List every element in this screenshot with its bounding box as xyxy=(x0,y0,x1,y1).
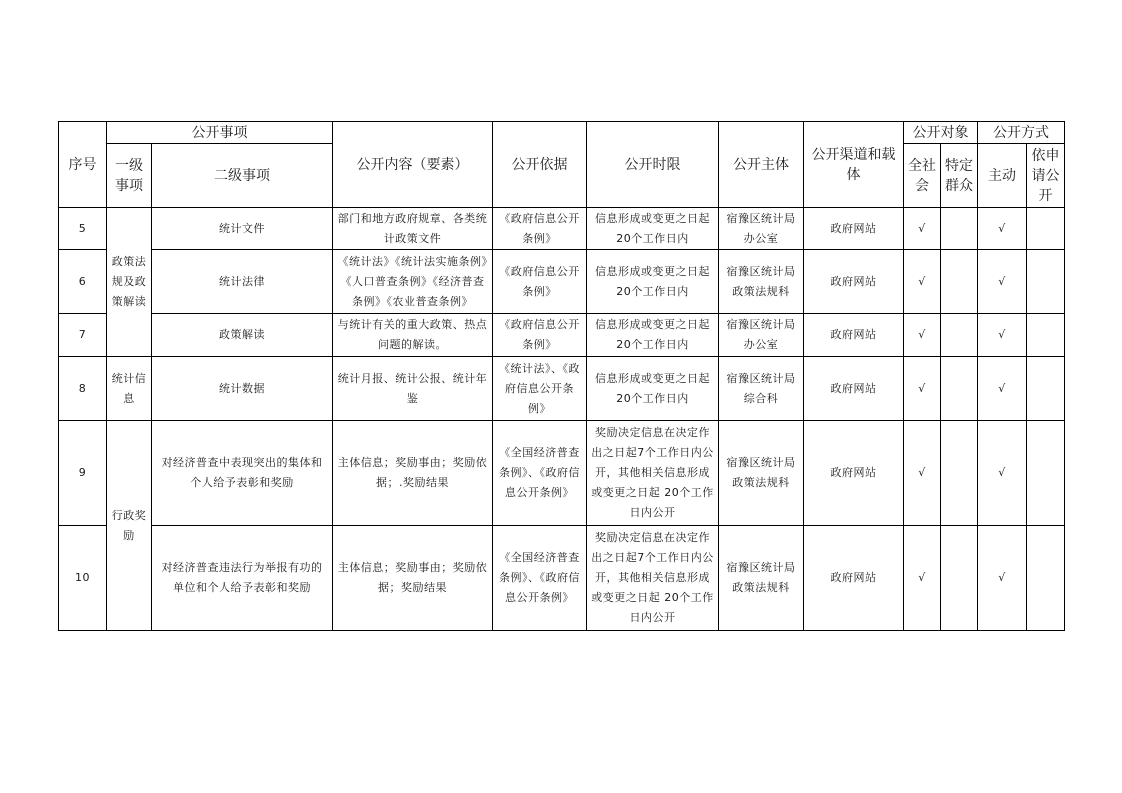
cell-channel: 政府网站 xyxy=(804,250,904,314)
cell-target-specific xyxy=(941,314,978,357)
header-seq: 序号 xyxy=(59,122,107,208)
cell-method-active: √ xyxy=(978,250,1027,314)
table-row xyxy=(59,421,1065,526)
table-row xyxy=(59,526,1065,631)
group-stats-info: 统计信息 xyxy=(107,357,152,421)
cell-method-active: √ xyxy=(978,526,1027,631)
cell-method-request xyxy=(1027,250,1065,314)
cell-method-active: √ xyxy=(978,421,1027,526)
cell-channel: 政府网站 xyxy=(804,526,904,631)
table-body xyxy=(59,208,1065,631)
header-method-group: 公开方式 xyxy=(978,122,1065,144)
group-reward: 行政奖励 xyxy=(107,421,152,631)
header-level2: 二级事项 xyxy=(152,144,333,208)
cell-target-specific xyxy=(941,208,978,250)
cell-basis: 《全国经济普查条例》、《政府信息公开条例》 xyxy=(493,526,587,631)
cell-content: 统计月报、统计公报、统计年鉴 xyxy=(333,357,493,421)
table-row xyxy=(59,250,1065,314)
header-content: 公开内容（要素） xyxy=(333,122,493,208)
cell-level2: 统计文件 xyxy=(152,208,333,250)
header-method-request: 依申请公开 xyxy=(1027,144,1065,208)
cell-content: 《统计法》《统计法实施条例》《人口普查条例》《经济普查条例》《农业普查条例》 xyxy=(333,250,493,314)
cell-target-all: √ xyxy=(904,357,941,421)
header-method-active: 主动 xyxy=(978,144,1027,208)
cell-method-request xyxy=(1027,421,1065,526)
cell-basis: 《政府信息公开条例》 xyxy=(493,208,587,250)
cell-channel: 政府网站 xyxy=(804,357,904,421)
cell-target-all: √ xyxy=(904,421,941,526)
cell-target-specific xyxy=(941,250,978,314)
cell-time-limit: 信息形成或变更之日起20个工作日内 xyxy=(587,314,719,357)
table-header xyxy=(59,122,1065,208)
cell-content: 主体信息；奖励事由；奖励依据；.奖励结果 xyxy=(333,421,493,526)
cell-level2: 政策解读 xyxy=(152,314,333,357)
cell-basis: 《政府信息公开条例》 xyxy=(493,314,587,357)
header-basis: 公开依据 xyxy=(493,122,587,208)
cell-seq: 7 xyxy=(59,314,107,357)
cell-level2: 对经济普查违法行为举报有功的单位和个人给予表彰和奖励 xyxy=(152,526,333,631)
cell-basis: 《统计法》、《政府信息公开条例》 xyxy=(493,357,587,421)
cell-target-specific xyxy=(941,357,978,421)
cell-time-limit: 奖励决定信息在决定作出之日起7个工作日内公开，其他相关信息形成或变更之日起 20个工作日内公开 xyxy=(587,526,719,631)
header-level1: 一级事项 xyxy=(107,144,152,208)
disclosure-table xyxy=(58,121,1065,631)
cell-target-all: √ xyxy=(904,250,941,314)
cell-method-request xyxy=(1027,208,1065,250)
cell-method-request xyxy=(1027,314,1065,357)
cell-level2: 统计数据 xyxy=(152,357,333,421)
header-target-group: 公开对象 xyxy=(904,122,978,144)
cell-method-request xyxy=(1027,357,1065,421)
cell-content: 部门和地方政府规章、各类统计政策文件 xyxy=(333,208,493,250)
cell-time-limit: 信息形成或变更之日起20个工作日内 xyxy=(587,250,719,314)
cell-basis: 《全国经济普查条例》、《政府信息公开条例》 xyxy=(493,421,587,526)
cell-subject: 宿豫区统计局政策法规科 xyxy=(719,526,804,631)
cell-subject: 宿豫区统计局政策法规科 xyxy=(719,421,804,526)
cell-seq: 10 xyxy=(59,526,107,631)
cell-target-all: √ xyxy=(904,526,941,631)
header-channel: 公开渠道和载体 xyxy=(804,122,904,208)
cell-channel: 政府网站 xyxy=(804,421,904,526)
table-row xyxy=(59,314,1065,357)
header-subject: 公开主体 xyxy=(719,122,804,208)
cell-method-request xyxy=(1027,526,1065,631)
table-row xyxy=(59,357,1065,421)
cell-content: 与统计有关的重大政策、热点问题的解读。 xyxy=(333,314,493,357)
header-time-limit: 公开时限 xyxy=(587,122,719,208)
cell-subject: 宿豫区统计局办公室 xyxy=(719,314,804,357)
header-target-all: 全社会 xyxy=(904,144,941,208)
cell-seq: 5 xyxy=(59,208,107,250)
cell-content: 主体信息；奖励事由；奖励依据；奖励结果 xyxy=(333,526,493,631)
header-target-specific: 特定群众 xyxy=(941,144,978,208)
cell-channel: 政府网站 xyxy=(804,314,904,357)
cell-method-active: √ xyxy=(978,357,1027,421)
cell-subject: 宿豫区统计局综合科 xyxy=(719,357,804,421)
cell-target-specific xyxy=(941,421,978,526)
cell-channel: 政府网站 xyxy=(804,208,904,250)
cell-basis: 《政府信息公开条例》 xyxy=(493,250,587,314)
cell-subject: 宿豫区统计局政策法规科 xyxy=(719,250,804,314)
table-row xyxy=(59,208,1065,250)
cell-time-limit: 奖励决定信息在决定作出之日起7个工作日内公开，其他相关信息形成或变更之日起 20个工作日内公开 xyxy=(587,421,719,526)
cell-target-specific xyxy=(941,526,978,631)
group-policy: 政策法规及政策解读 xyxy=(107,208,152,357)
cell-seq: 9 xyxy=(59,421,107,526)
cell-subject: 宿豫区统计局办公室 xyxy=(719,208,804,250)
cell-seq: 8 xyxy=(59,357,107,421)
cell-level2: 对经济普查中表现突出的集体和个人给予表彰和奖励 xyxy=(152,421,333,526)
cell-seq: 6 xyxy=(59,250,107,314)
cell-time-limit: 信息形成或变更之日起20个工作日内 xyxy=(587,357,719,421)
cell-method-active: √ xyxy=(978,208,1027,250)
cell-target-all: √ xyxy=(904,208,941,250)
cell-time-limit: 信息形成或变更之日起20个工作日内 xyxy=(587,208,719,250)
header-items-group: 公开事项 xyxy=(107,122,333,144)
cell-level2: 统计法律 xyxy=(152,250,333,314)
cell-method-active: √ xyxy=(978,314,1027,357)
cell-target-all: √ xyxy=(904,314,941,357)
